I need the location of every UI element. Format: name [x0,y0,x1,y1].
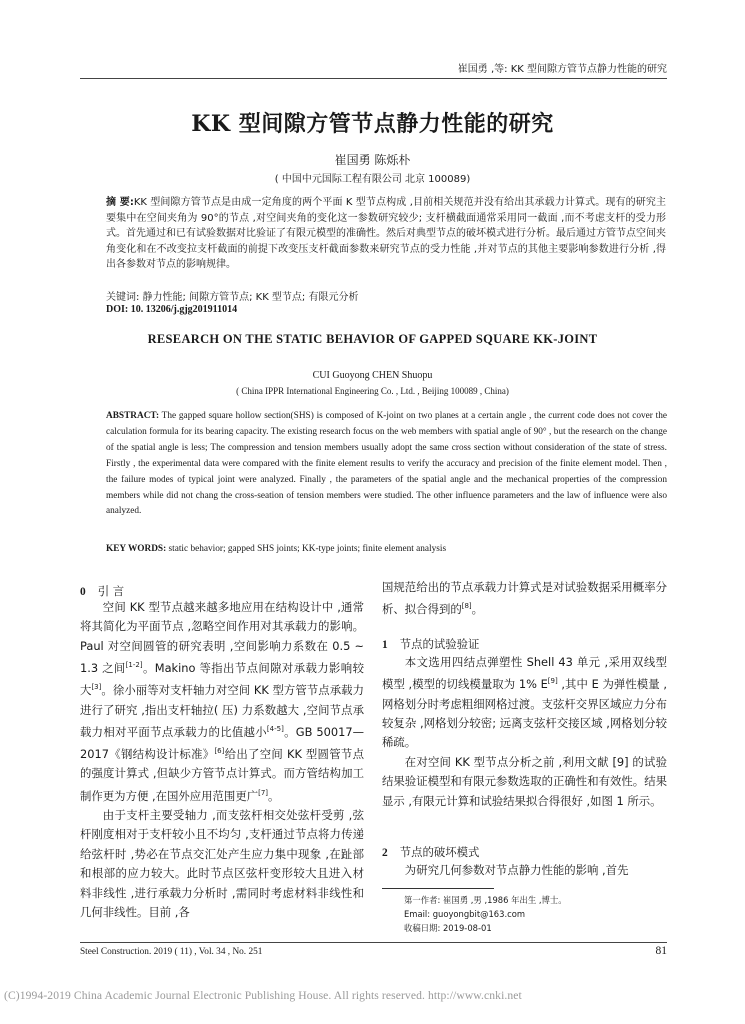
citation: [8] [461,602,472,611]
citation: [9] [547,677,558,686]
section-2-body [382,861,667,880]
section-1-paragraph-1 [382,653,667,753]
keywords-cn: 关键词: 静力性能; 间隙方管节点; KK 型节点; 有限元分析 [106,292,359,303]
intro-paragraph-2: 由于支杆主要受轴力 ,而支弦杆相交处弦杆受剪 ,弦杆刚度相对于支杆较小且不均匀 ,支杆通过节点将力传递给弦杆时 ,势必在节点交汇处产生应力集中现象 ,在趾部和根部的应力较大。此时节点区弦杆变形较大且进入材料非线性 ,进行承载力分析时 ,需同时考虑材料非线性和几何非线性。目前 ,各 [80,808,364,920]
text: 。GB 50017—2017《钢结构设计标准》 [80,724,364,762]
intro-paragraph-1 [80,598,364,806]
text: 。Makino 等指出节点间隙对承载力影响较大 [80,661,364,698]
journal-citation: Steel Construction. 2019 ( 11) , Vol. 34 , No. 251 [80,947,263,957]
text: 。 [471,602,484,617]
section-2-paragraph-1: 为研究几何参数对节点静力性能的影响 ,首先 [404,863,629,877]
section-2-heading [382,844,479,860]
doi: DOI: 10. 13206/j.gjg201911014 [106,304,238,315]
citation: [4-5] [266,725,284,734]
right-column-top [382,578,667,620]
authors-en: CUI Guoyong CHEN Shuopu [312,370,433,381]
keywords-en [106,544,667,554]
abstract-cn-label: 摘 要: [106,197,134,208]
abstract-en-text: The gapped square hollow section(SHS) is composed of K-joint on two planes at a certain angle , the current code does not cover the calculation formula for its bearing capacity. The existing research focus on the web members with spatial angle of 90° , but the research on the change of the spatial angle is less; The compression and tension members usually adopt the same cross section without consideration of the state of stress. Firstly , the experimental data were compared with the finite element results to verify the accuracy and precision of the finite element model. Then , the failure modes of typical joint were analyzed. Finally , the parameters of the spatial angle and the mechanical properties of the compression members while did not chang the cross-seation of tension members were studied. The other influence parameters and the law of influence were also analyzed. [106,411,668,517]
citation: [3] [91,683,102,692]
paper-title: KK 型间隙方管节点静力性能的研究 [191,111,554,137]
running-head: 崔国勇 ,等: KK 型间隙方管节点静力性能的研究 [457,64,667,75]
footnote [404,893,567,935]
left-column-body [80,598,364,922]
text: 给出了空间 KK 型圆管节点的强度计算式 ,但缺少方管节点计算式。而方管结构加工制作更为方便 ,在国外应用范围更广 [80,747,364,803]
citation: [7] [258,788,269,797]
paper-title-en: RESEARCH ON THE STATIC BEHAVIOR OF GAPPED SQUARE KK-JOINT [147,332,598,346]
footer-rule [80,942,667,943]
citation: [6] [214,747,225,756]
footnote-received: 收稿日期: 2019-08-01 [404,923,492,933]
text: 。徐小丽等对支杆轴力对空间 KK 型方管节点承载力进行了研究 ,指出支杆轴拉( 压) 力系数越大 ,空间节点承载力相对平面节点承载力的比值越小 [80,683,364,739]
section-1-paragraph-2: 在对空间 KK 型节点分析之前 ,利用文献 [9] 的试验结果验证模型和有限元参数选取的正确性和有效性。结果显示 ,有限元计算和试验结果拟合得很好 ,如图 1 所示。 [382,754,667,808]
text: 本文选用四结点弹塑性 Shell 43 单元 ,采用双线型模型 ,模型的切线模量取为 1% E [382,655,667,692]
section-1-title: 节点的试验验证 [399,637,480,651]
intro-continuation [382,578,667,620]
abstract-cn-text: KK 型间隙方管节点是由成一定角度的两个平面 K 型节点构成 ,目前相关规范并没有给出其承载力计算式。现有的研究主要集中在空间夹角为 90°的节点 ,对空间夹角的变化这一参数研究较少; 支杆横截面通常采用同一截面 ,而不考虑支杆的受力形式。首先通过和已有试验数据对比验证了有限元模型的准确性。然后对典型节点的破坏模式进行分析。最后通过方管节点空间夹角变化和在不改变拉支杆截面的前提下改变压支杆截面参数来研究节点的受力性能 ,并对节点的其他主要影响参数进行分析 ,得出各参数对节点的影响规律。 [106,197,666,271]
section-0-heading [80,583,124,599]
affiliation-en: ( China IPPR International Engineering Co. , Ltd. , Beijing 100089 , China) [236,386,509,396]
keywords-en-text: static behavior; gapped SHS joints; KK-type joints; finite element analysis [168,544,447,554]
footnote-rule [382,888,494,889]
text: ,其中 E 为弹性模量 ,网格划分时考虑粗细网格过渡。支弦杆交界区域应力分布较复杂 ,网格划分较密; 远离支弦杆交接区域 ,网格划分较稀疏。 [382,677,667,750]
citation: [1-2] [125,661,143,670]
section-2-number: 2 [382,847,388,859]
section-0-number: 0 [80,586,86,598]
affiliation-cn: ( 中国中元国际工程有限公司 北京 100089) [274,174,471,185]
text: 国规范给出的节点承载力计算式是对试验数据采用概率分析、拟合得到的 [382,580,667,617]
header-rule [80,78,667,79]
copyright-watermark: (C)1994-2019 China Academic Journal Electronic Publishing House. All rights reserved. http://www.cnki.net [4,989,522,1002]
text: 。 [268,788,280,803]
keywords-en-label: KEY WORDS: [106,544,167,554]
section-1-body [382,653,667,811]
abstract-cn [106,195,666,273]
abstract-en [106,409,667,520]
section-0-title: 引 言 [97,584,125,598]
authors-cn: 崔国勇 陈烁朴 [334,153,411,167]
text: 空间 KK 型节点越来越多地应用在结构设计中 ,通常将其简化为平面节点 ,忽略空间作用对其承载力的影响。Paul 对空间圆管的研究表明 ,空间影响力系数在 0.5 ~ 1.3 之间 [80,600,364,676]
footnote-author: 第一作者: 崔国勇 ,男 ,1986 年出生 ,博士。 [404,895,567,905]
section-2-title: 节点的破坏模式 [399,845,480,859]
abstract-en-label: ABSTRACT: [106,411,160,421]
section-1-heading [382,636,479,652]
page-number: 81 [655,945,667,957]
footnote-email: Email: guoyongbit@163.com [404,909,526,919]
section-1-number: 1 [382,639,388,651]
